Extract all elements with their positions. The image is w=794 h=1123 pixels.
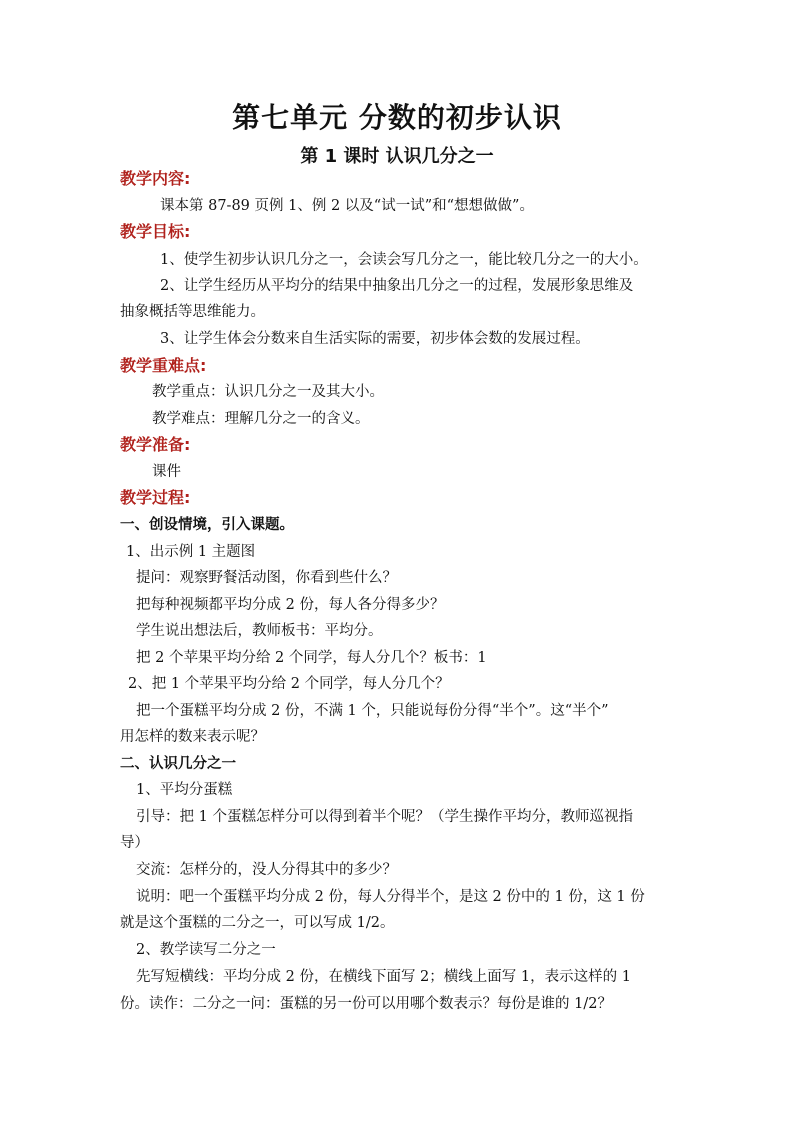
section-heading-content: 教学内容: bbox=[120, 169, 191, 188]
paragraph-line: 教学重点：认识几分之一及其大小。 bbox=[152, 384, 384, 400]
paragraph-line: 把每种视频都平均分成 2 份，每人各分得多少？ bbox=[136, 597, 445, 613]
paragraph-line: 1、平均分蛋糕 bbox=[136, 782, 233, 798]
paragraph-line: 课件 bbox=[152, 464, 181, 480]
paragraph-line: 2、教学读写二分之一 bbox=[136, 942, 276, 958]
paragraph-line: 3、让学生体会分数来自生活实际的需要，初步体会数的发展过程。 bbox=[160, 331, 590, 347]
paragraph-line: 1、使学生初步认识几分之一，会读会写几分之一，能比较几分之一的大小。 bbox=[160, 252, 648, 268]
section-heading-key-points: 教学重难点: bbox=[120, 356, 207, 375]
subsection-heading: 二、认识几分之一 bbox=[120, 756, 236, 772]
paragraph-line: 交流：怎样分的，没人分得其中的多少？ bbox=[136, 862, 397, 878]
paragraph-line: 2、把 1 个苹果平均分给 2 个同学，每人分几个？ bbox=[128, 676, 450, 692]
document-subtitle: 第 1 课时 认识几分之一 bbox=[300, 146, 494, 167]
section-heading-objectives: 教学目标: bbox=[120, 222, 191, 241]
section-heading-preparation: 教学准备: bbox=[120, 435, 191, 454]
document-title: 第七单元 分数的初步认识 bbox=[232, 101, 562, 134]
paragraph-line: 说明：吧一个蛋糕平均分成 2 份，每人分得半个，是这 2 份中的 1 份，这 1 份 bbox=[136, 889, 645, 905]
paragraph-line: 把一个蛋糕平均分成 2 份，不满 1 个，只能说每份分得“半个”。这“半个” bbox=[136, 703, 609, 719]
paragraph-line: 份。读作：二分之一问：蛋糕的另一份可以用哪个数表示？每份是谁的 1/2？ bbox=[120, 996, 612, 1012]
paragraph-line: 教学难点：理解几分之一的含义。 bbox=[152, 411, 370, 427]
paragraph-line: 课本第 87-89 页例 1、例 2 以及“试一试”和“想想做做”。 bbox=[160, 198, 534, 214]
paragraph-line: 就是这个蛋糕的二分之一，可以写成 1/2。 bbox=[120, 915, 395, 931]
paragraph-line: 先写短横线：平均分成 2 份，在横线下面写 2；横线上面写 1，表示这样的 1 bbox=[136, 969, 631, 985]
paragraph-line: 1、出示例 1 主题图 bbox=[126, 544, 256, 560]
paragraph-line: 学生说出想法后，教师板书：平均分。 bbox=[136, 623, 383, 639]
paragraph-line: 2、让学生经历从平均分的结果中抽象出几分之一的过程，发展形象思维及 bbox=[160, 278, 634, 294]
paragraph-line: 把 2 个苹果平均分给 2 个同学，每人分几个？板书：1 bbox=[136, 650, 487, 666]
paragraph-line: 引导：把 1 个蛋糕怎样分可以得到着半个呢？（学生操作平均分，教师巡视指 bbox=[136, 809, 633, 825]
paragraph-line: 导） bbox=[120, 835, 149, 851]
section-heading-process: 教学过程: bbox=[120, 488, 191, 507]
subsection-heading: 一、创设情境，引入课题。 bbox=[120, 517, 294, 533]
paragraph-line: 提问：观察野餐活动图，你看到些什么？ bbox=[136, 570, 397, 586]
paragraph-line: 抽象概括等思维能力。 bbox=[120, 304, 265, 320]
paragraph-line: 用怎样的数来表示呢？ bbox=[120, 729, 265, 745]
